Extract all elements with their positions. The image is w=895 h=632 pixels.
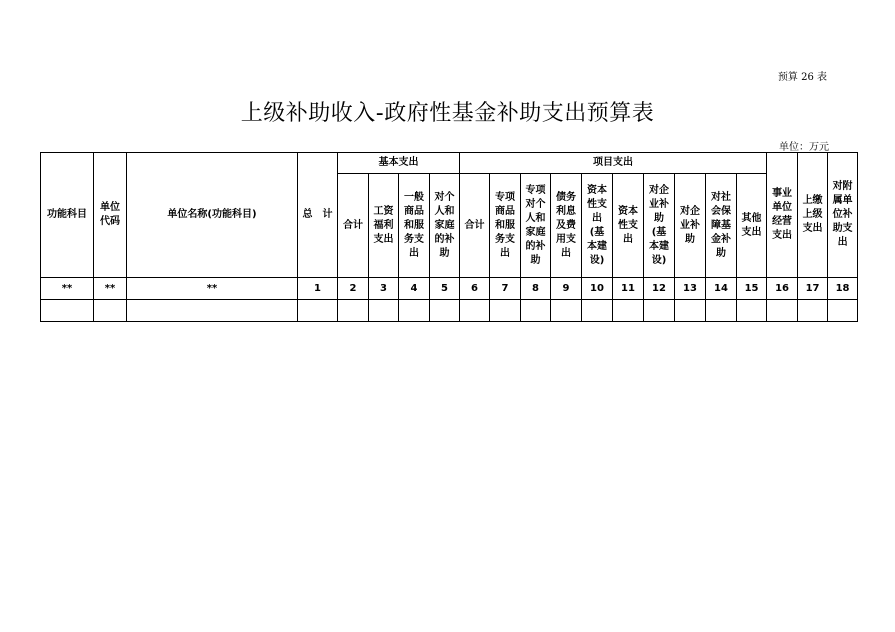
code-num-11: 11 — [613, 278, 644, 300]
header-basic-subsidy: 对个人和家庭的补助 — [430, 174, 460, 278]
code-num-12: 12 — [644, 278, 675, 300]
code-num-14: 14 — [706, 278, 737, 300]
header-unit-name: 单位名称(功能科目) — [127, 153, 298, 278]
header-project-other: 其他支出 — [737, 174, 767, 278]
unit-label: 单位：万元 — [779, 142, 829, 153]
empty-cell — [298, 300, 338, 322]
header-project-goods: 专项商品和服务支出 — [490, 174, 521, 278]
empty-cell — [706, 300, 737, 322]
header-basic-total: 合计 — [338, 174, 369, 278]
budget-table — [40, 152, 858, 322]
empty-cell — [94, 300, 127, 322]
empty-cell — [828, 300, 858, 322]
empty-cell — [798, 300, 828, 322]
header-tail-3: 对附属单位补助支出 — [828, 153, 858, 278]
empty-cell — [737, 300, 767, 322]
code-unit-name: ** — [127, 278, 298, 300]
empty-cell — [127, 300, 298, 322]
header-tail-2: 上缴上级支出 — [798, 153, 828, 278]
header-project-personal: 专项对个人和家庭的补助 — [521, 174, 551, 278]
code-num-9: 9 — [551, 278, 582, 300]
code-num-1: 1 — [298, 278, 338, 300]
header-project-total: 合计 — [460, 174, 490, 278]
header-total: 总 计 — [298, 153, 338, 278]
header-basic-goods: 一般商品和服务支出 — [399, 174, 430, 278]
empty-cell — [613, 300, 644, 322]
code-num-15: 15 — [737, 278, 767, 300]
empty-cell — [460, 300, 490, 322]
code-num-4: 4 — [399, 278, 430, 300]
header-project-debt: 债务利息及费用支出 — [551, 174, 582, 278]
header-project-group: 项目支出 — [460, 153, 767, 174]
code-num-6: 6 — [460, 278, 490, 300]
code-num-2: 2 — [338, 278, 369, 300]
code-unit-code: ** — [94, 278, 127, 300]
header-project-enterprise-build: 对企业补助(基本建设) — [644, 174, 675, 278]
code-num-8: 8 — [521, 278, 551, 300]
header-project-enterprise: 对企业补助 — [675, 174, 706, 278]
header-unit-code: 单位代码 — [94, 153, 127, 278]
code-func-subject: ** — [41, 278, 94, 300]
page-title: 上级补助收入-政府性基金补助支出预算表 — [240, 101, 655, 126]
empty-cell — [767, 300, 798, 322]
empty-cell — [644, 300, 675, 322]
code-num-5: 5 — [430, 278, 460, 300]
code-num-18: 18 — [828, 278, 858, 300]
code-num-3: 3 — [369, 278, 399, 300]
code-num-10: 10 — [582, 278, 613, 300]
code-num-16: 16 — [767, 278, 798, 300]
empty-row — [41, 300, 858, 322]
empty-cell — [521, 300, 551, 322]
table-number: 预算 26 表 — [777, 72, 827, 83]
header-basic-group: 基本支出 — [338, 153, 460, 174]
header-tail-1: 事业单位经营支出 — [767, 153, 798, 278]
header-basic-salary: 工资福利支出 — [369, 174, 399, 278]
empty-cell — [369, 300, 399, 322]
code-num-17: 17 — [798, 278, 828, 300]
code-row — [41, 278, 858, 300]
header-func-subject: 功能科目 — [41, 153, 94, 278]
header-project-capital-build: 资本性支出(基本建设) — [582, 174, 613, 278]
empty-cell — [675, 300, 706, 322]
empty-cell — [430, 300, 460, 322]
empty-cell — [490, 300, 521, 322]
header-project-capital: 资本性支出 — [613, 174, 644, 278]
empty-cell — [41, 300, 94, 322]
header-project-social-fund: 对社会保障基金补助 — [706, 174, 737, 278]
empty-cell — [399, 300, 430, 322]
empty-cell — [338, 300, 369, 322]
empty-cell — [551, 300, 582, 322]
empty-cell — [582, 300, 613, 322]
code-num-7: 7 — [490, 278, 521, 300]
code-num-13: 13 — [675, 278, 706, 300]
